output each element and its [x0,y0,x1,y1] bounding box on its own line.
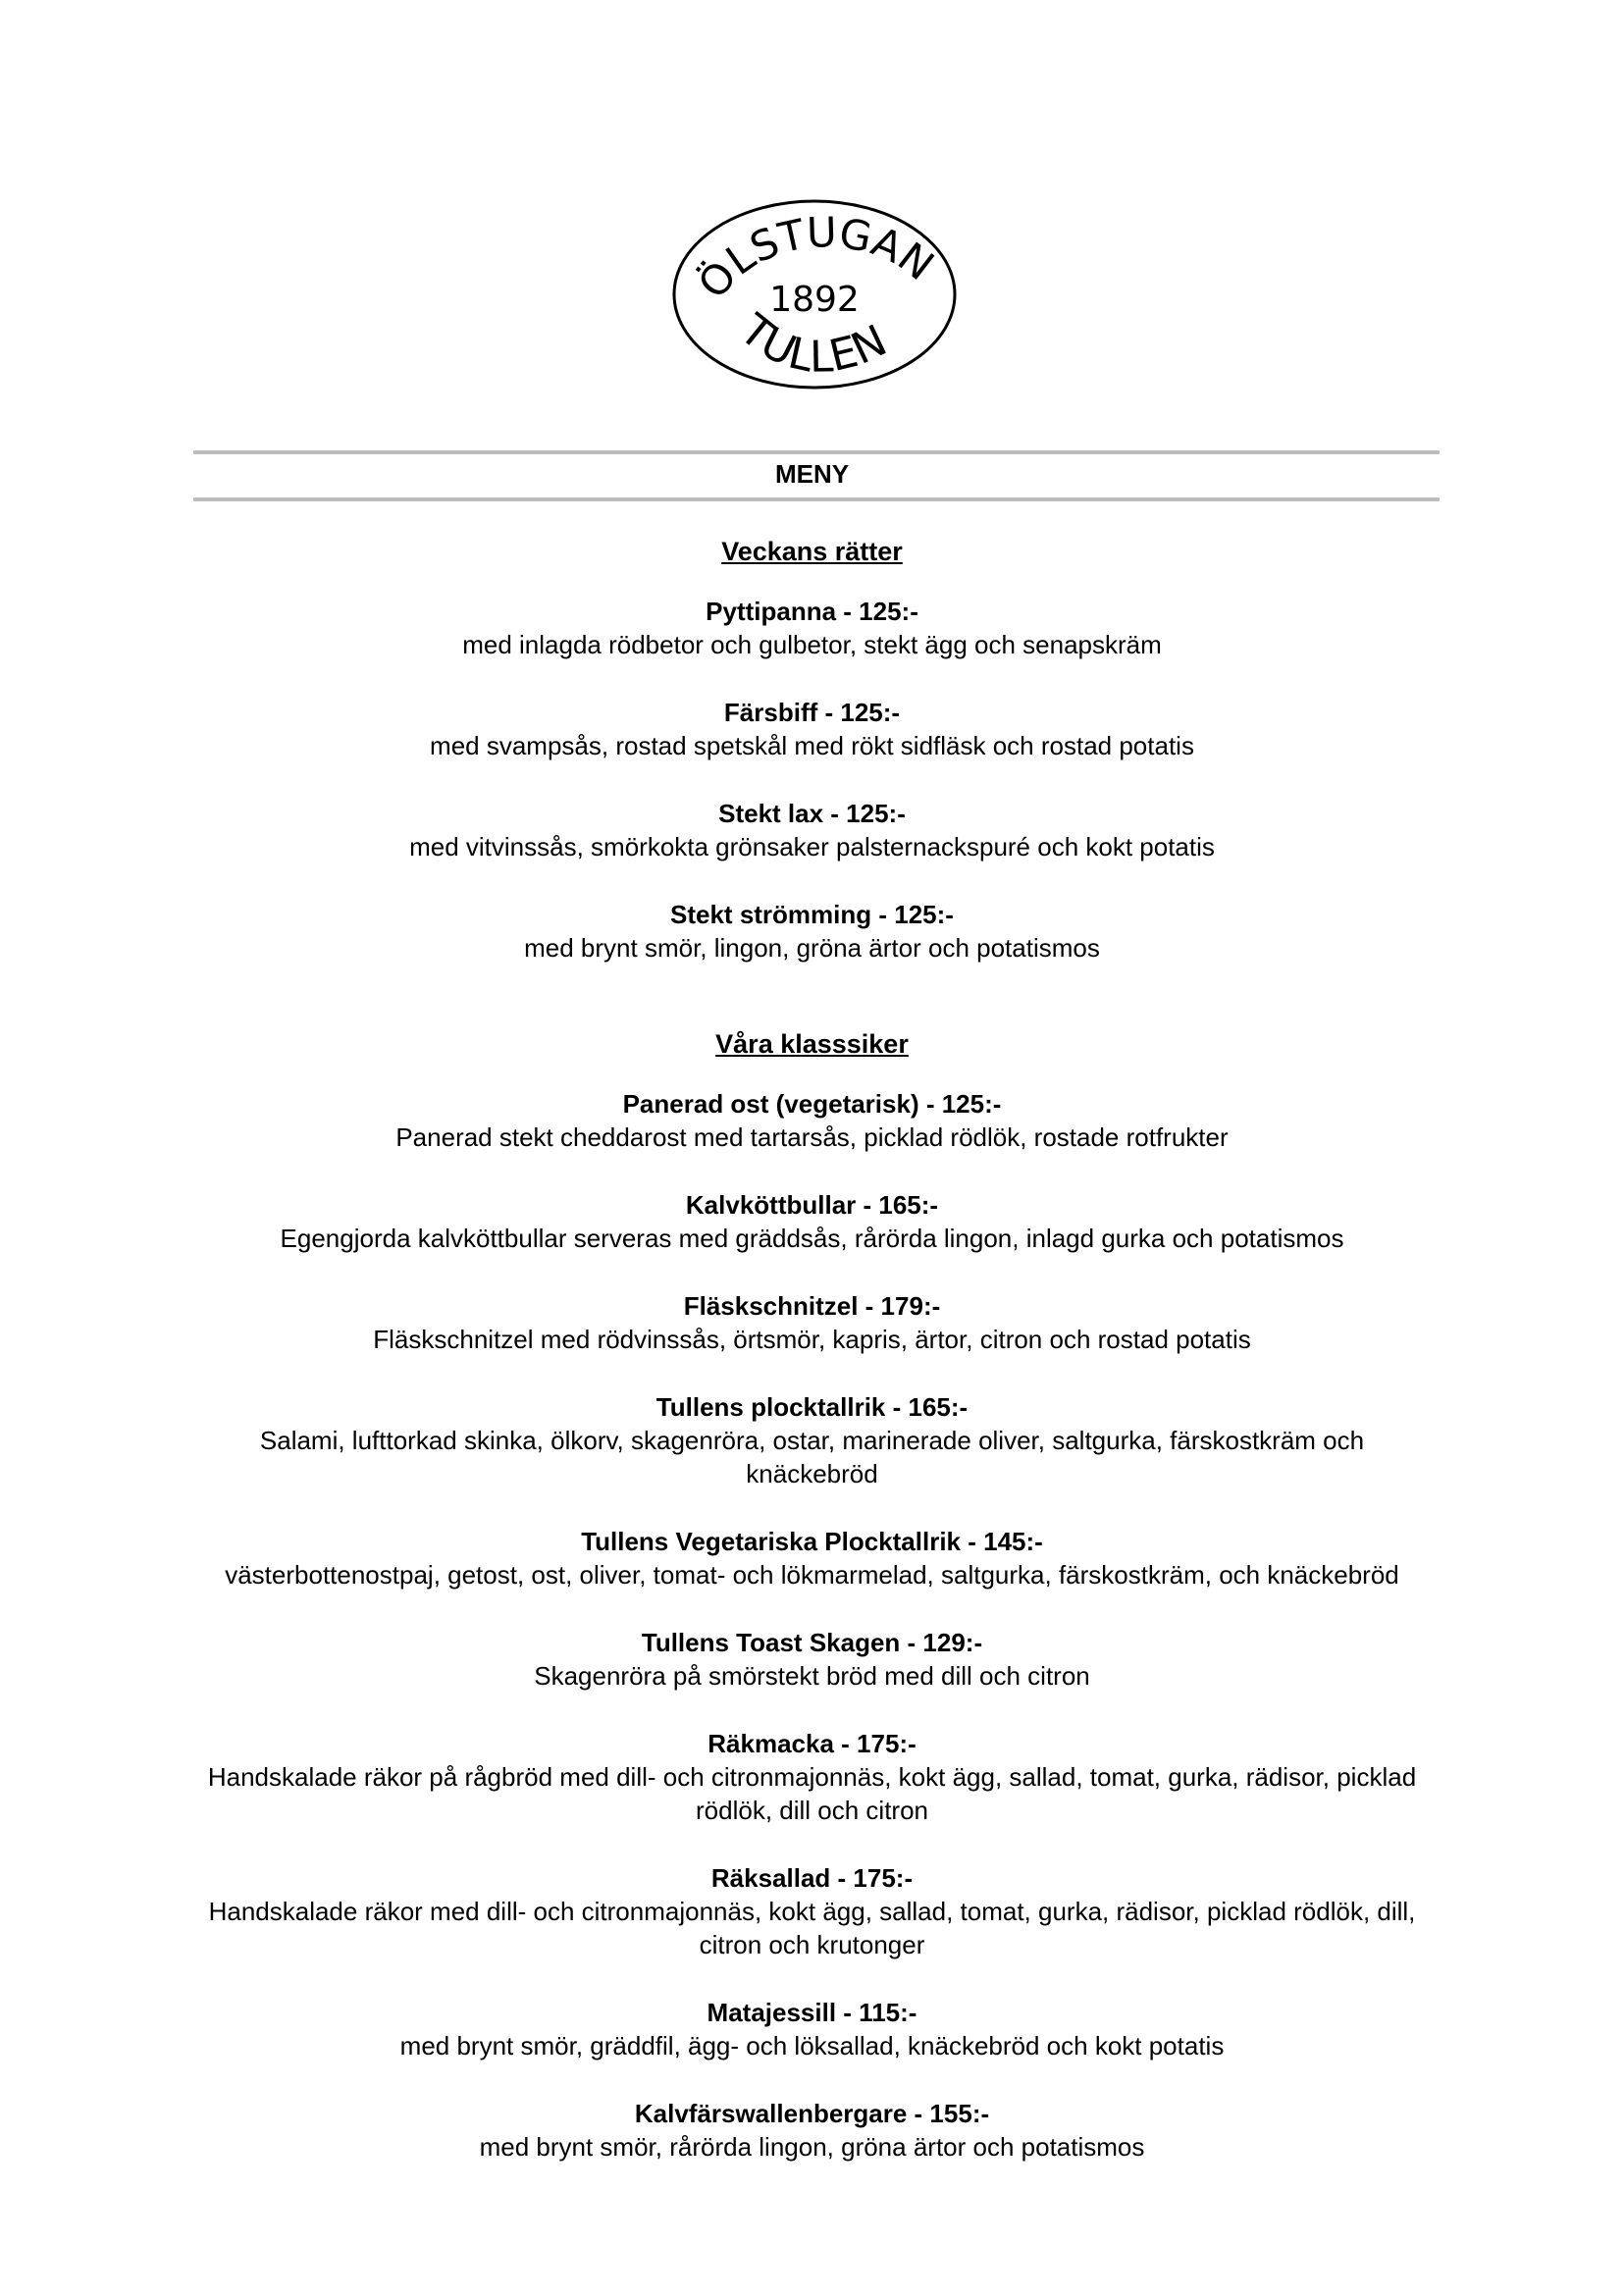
menu-item [196,1727,1428,1827]
header-rule-bottom [193,497,1440,501]
menu-item-name: Räkmacka - 175:- [707,1729,917,1758]
menu-item-description: med brynt smör, rårörda lingon, gröna ärtor och potatismos [479,2132,1145,2162]
menu-item-description: Salami, lufttorkad skinka, ölkorv, skagenröra, ostar, marinerade oliver, saltgurka, färskostkräm och knäckebröd [259,1426,1365,1488]
logo-year: 1892 [769,280,860,320]
menu-item-name: Räksallad - 175:- [710,1863,914,1893]
menu-item-description: Handskalade räkor på rågbröd med dill- och citronmajonnäs, kokt ägg, sallad, tomat, gurka, rädisor, picklad rödlök, dill och citron [207,1762,1417,1825]
header-rule-top [193,450,1440,454]
menu-item-description: västerbottenostpaj, getost, ost, oliver, tomat- och lökmarmelad, saltgurka, färskostkräm, och knäckebröd [225,1560,1399,1590]
menu-item-description: Handskalade räkor med dill- och citronmajonnäs, kokt ägg, sallad, tomat, gurka, rädisor, picklad rödlök, dill, citron och krutonger [208,1897,1416,1959]
menu-item [196,696,1428,762]
menu-content [196,533,1428,2198]
menu-item-description: Panerad stekt cheddarost med tartarsås, picklad rödlök, rostade rotfrukter [395,1122,1229,1152]
menu-item [196,1188,1428,1255]
menu-item-description: Skagenröra på smörstekt bröd med dill och citron [534,1661,1090,1691]
menu-item [196,1087,1428,1154]
menu-item-name: Pyttipanna - 125:- [706,597,918,626]
menu-item-name: Färsbiff - 125:- [723,698,901,727]
menu-item-description: med brynt smör, gräddfil, ägg- och löksallad, knäckebröd och kokt potatis [399,2031,1225,2060]
menu-item-name: Stekt lax - 125:- [718,799,906,828]
menu-item [196,898,1428,965]
menu-item-description: med inlagda rödbetor och gulbetor, stekt ägg och senapskräm [462,630,1162,659]
menu-section [196,533,1428,965]
logo-top-text: ÖLSTUGAN [688,208,943,308]
menu-item-name: Kalvköttbullar - 165:- [685,1190,939,1220]
menu-item-name: Kalvfärswallenbergare - 155:- [634,2099,990,2128]
menu-item [196,2097,1428,2164]
menu-item [196,1289,1428,1356]
menu-item-description: med svampsås, rostad spetskål med rökt sidfläsk och rostad potatis [430,731,1194,760]
menu-section [196,1025,1428,2164]
olstugan-tullen-logo [667,196,962,392]
menu-item-description: med vitvinssås, smörkokta grönsaker palsternackspuré och kokt potatis [409,832,1215,861]
menu-item [196,1390,1428,1490]
menu-item [196,1626,1428,1693]
menu-item [196,797,1428,863]
menu-item-name: Tullens plocktallrik - 165:- [655,1392,969,1422]
menu-item-name: Tullens Toast Skagen - 129:- [641,1628,983,1657]
menu-item [196,1996,1428,2062]
menu-item-name: Stekt strömming - 125:- [670,900,954,929]
menu-item-description: med brynt smör, lingon, gröna ärtor och potatismos [524,933,1100,963]
logo-bottom-text: TULLEN [730,304,895,383]
menu-item-name: Fläskschnitzel - 179:- [683,1291,941,1321]
page-title: MENY [774,459,850,489]
menu-item [196,595,1428,661]
menu-item-name: Panerad ost (vegetarisk) - 125:- [622,1089,1002,1119]
menu-item-name: Matajessill - 115:- [707,1998,917,2027]
menu-item-description: Egengjorda kalvköttbullar serveras med gräddsås, rårörda lingon, inlagd gurka och potatismos [280,1224,1344,1253]
menu-item-name: Tullens Vegetariska Plocktallrik - 145:- [581,1527,1043,1556]
section-title: Våra klasssiker [715,1029,909,1059]
section-title: Veckans rätter [721,537,903,566]
menu-item [196,1525,1428,1591]
menu-item-description: Fläskschnitzel med rödvinssås, örtsmör, kapris, ärtor, citron och rostad potatis [373,1325,1251,1354]
menu-item [196,1861,1428,1961]
